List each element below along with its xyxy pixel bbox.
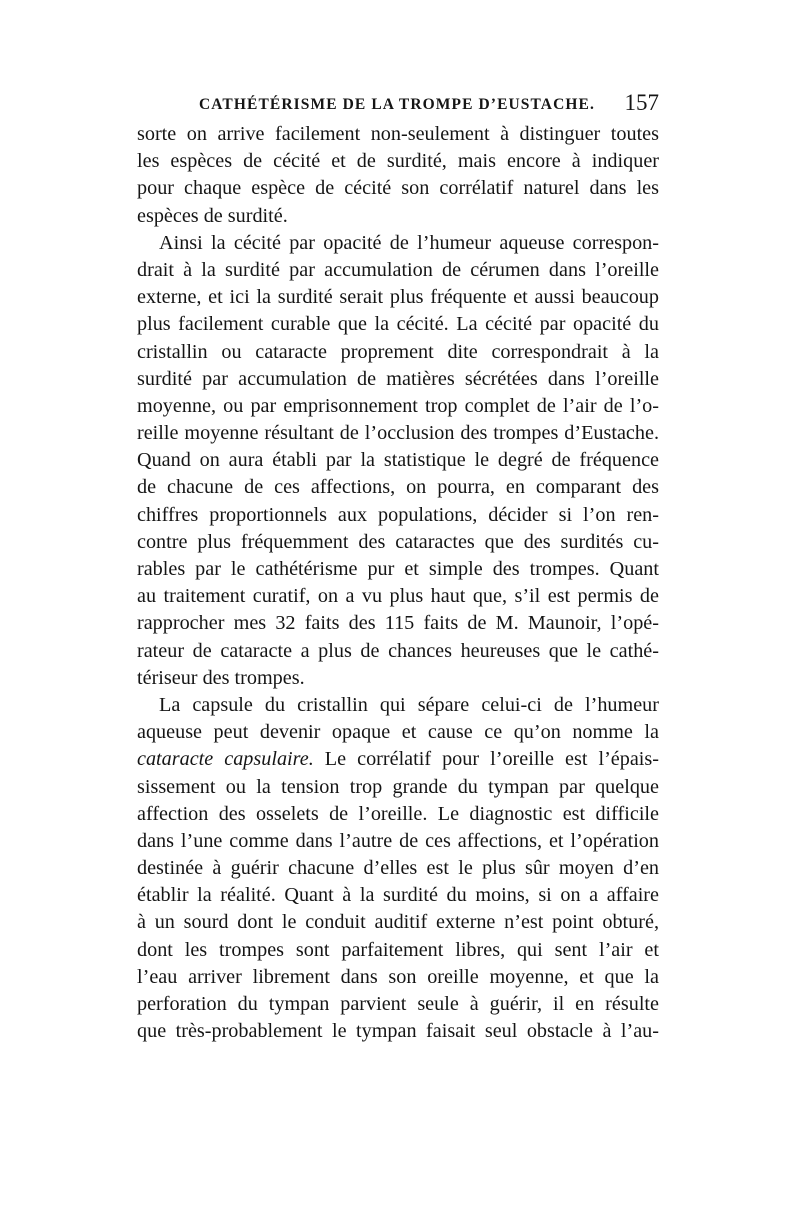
text-line: rables par le cathétérisme pur et simple des trompes. Quant	[137, 558, 659, 580]
text-line: sorte on arrive facilement non-seulement à distinguer toutes	[137, 123, 659, 145]
text-line: les espèces de cécité et de surdité, mais encore à indiquer	[137, 150, 659, 173]
text-line: surdité par accumulation de matières sécrétées dans l’oreille	[137, 367, 659, 390]
paragraph-start-line: Ainsi la cécité par opacité de l’humeur aqueuse correspon-	[159, 231, 659, 254]
text-line: que très-probablement le tympan faisait seul obstacle à l’au-	[137, 1020, 659, 1043]
text-line: établir la réalité. Quant à la surdité du moins, si on a affaire	[137, 884, 659, 907]
text-line: au traitement curatif, on a vu plus haut que, s’il est permis de	[137, 585, 659, 608]
text-line: de chacune de ces affections, on pourra, en comparant des	[137, 476, 659, 499]
text-line: perforation du tympan parvient seule à guérir, il en résulte	[137, 993, 659, 1015]
text-line: tériseur des trompes.	[137, 666, 305, 689]
text-line: plus facilement curable que la cécité. La cécité par opacité du	[137, 313, 659, 336]
text-line: externe, et ici la surdité serait plus fréquente et aussi beaucoup	[137, 286, 659, 309]
body-text	[137, 121, 659, 1045]
text-line: dans l’une comme dans l’autre de ces affections, et l’opération	[137, 829, 659, 852]
text-line: sissement ou la tension trop grande du tympan par quelque	[137, 775, 659, 798]
page-number: 157	[624, 90, 659, 115]
text-line: l’eau arriver librement dans son oreille moyenne, et que la	[137, 965, 659, 988]
text-line: moyenne, ou par emprisonnement trop complet de l’air de l’o-	[137, 394, 659, 417]
text-line: dont les trompes sont parfaitement libres, qui sent l’air et	[137, 938, 659, 961]
line-continuation: Le corrélatif pour l’oreille est l’épais-	[324, 748, 659, 771]
text-line: contre plus fréquemment des cataractes que des surdités cu-	[137, 530, 659, 553]
paragraph-start-line: La capsule du cristallin qui sépare celui-ci de l’humeur	[159, 693, 659, 716]
text-line: aqueuse peut devenir opaque et cause ce qu’on nomme la	[137, 721, 659, 744]
text-line: destinée à guérir chacune d’elles est le plus sûr moyen d’en	[137, 857, 659, 880]
text-line: cristallin ou cataracte proprement dite correspondrait à la	[137, 340, 659, 363]
text-line: rapprocher mes 32 faits des 115 faits de M. Maunoir, l’opé-	[137, 612, 659, 635]
text-line: à un sourd dont le conduit auditif externe n’est point obturé,	[137, 911, 659, 934]
text-line: espèces de surdité.	[137, 204, 288, 227]
text-line: reille moyenne résultant de l’occlusion des trompes d’Eustache.	[137, 422, 659, 445]
text-line	[137, 746, 659, 773]
running-head	[137, 92, 659, 122]
text-line: chiffres proportionnels aux populations, décider si l’on ren-	[137, 503, 659, 526]
text-line: rateur de cataracte a plus de chances heureuses que le cathé-	[137, 639, 659, 662]
text-line: drait à la surdité par accumulation de cérumen dans l’oreille	[137, 258, 659, 281]
text-line: Quand on aura établi par la statistique le degré de fréquence	[137, 449, 659, 472]
text-line: pour chaque espèce de cécité son corrélatif naturel dans les	[137, 177, 659, 200]
italic-term: cataracte capsulaire.	[137, 748, 314, 771]
running-title: CATHÉTÉRISME DE LA TROMPE D’EUSTACHE.	[199, 96, 595, 113]
text-line: affection des osselets de l’oreille. Le diagnostic est difficile	[137, 802, 659, 825]
